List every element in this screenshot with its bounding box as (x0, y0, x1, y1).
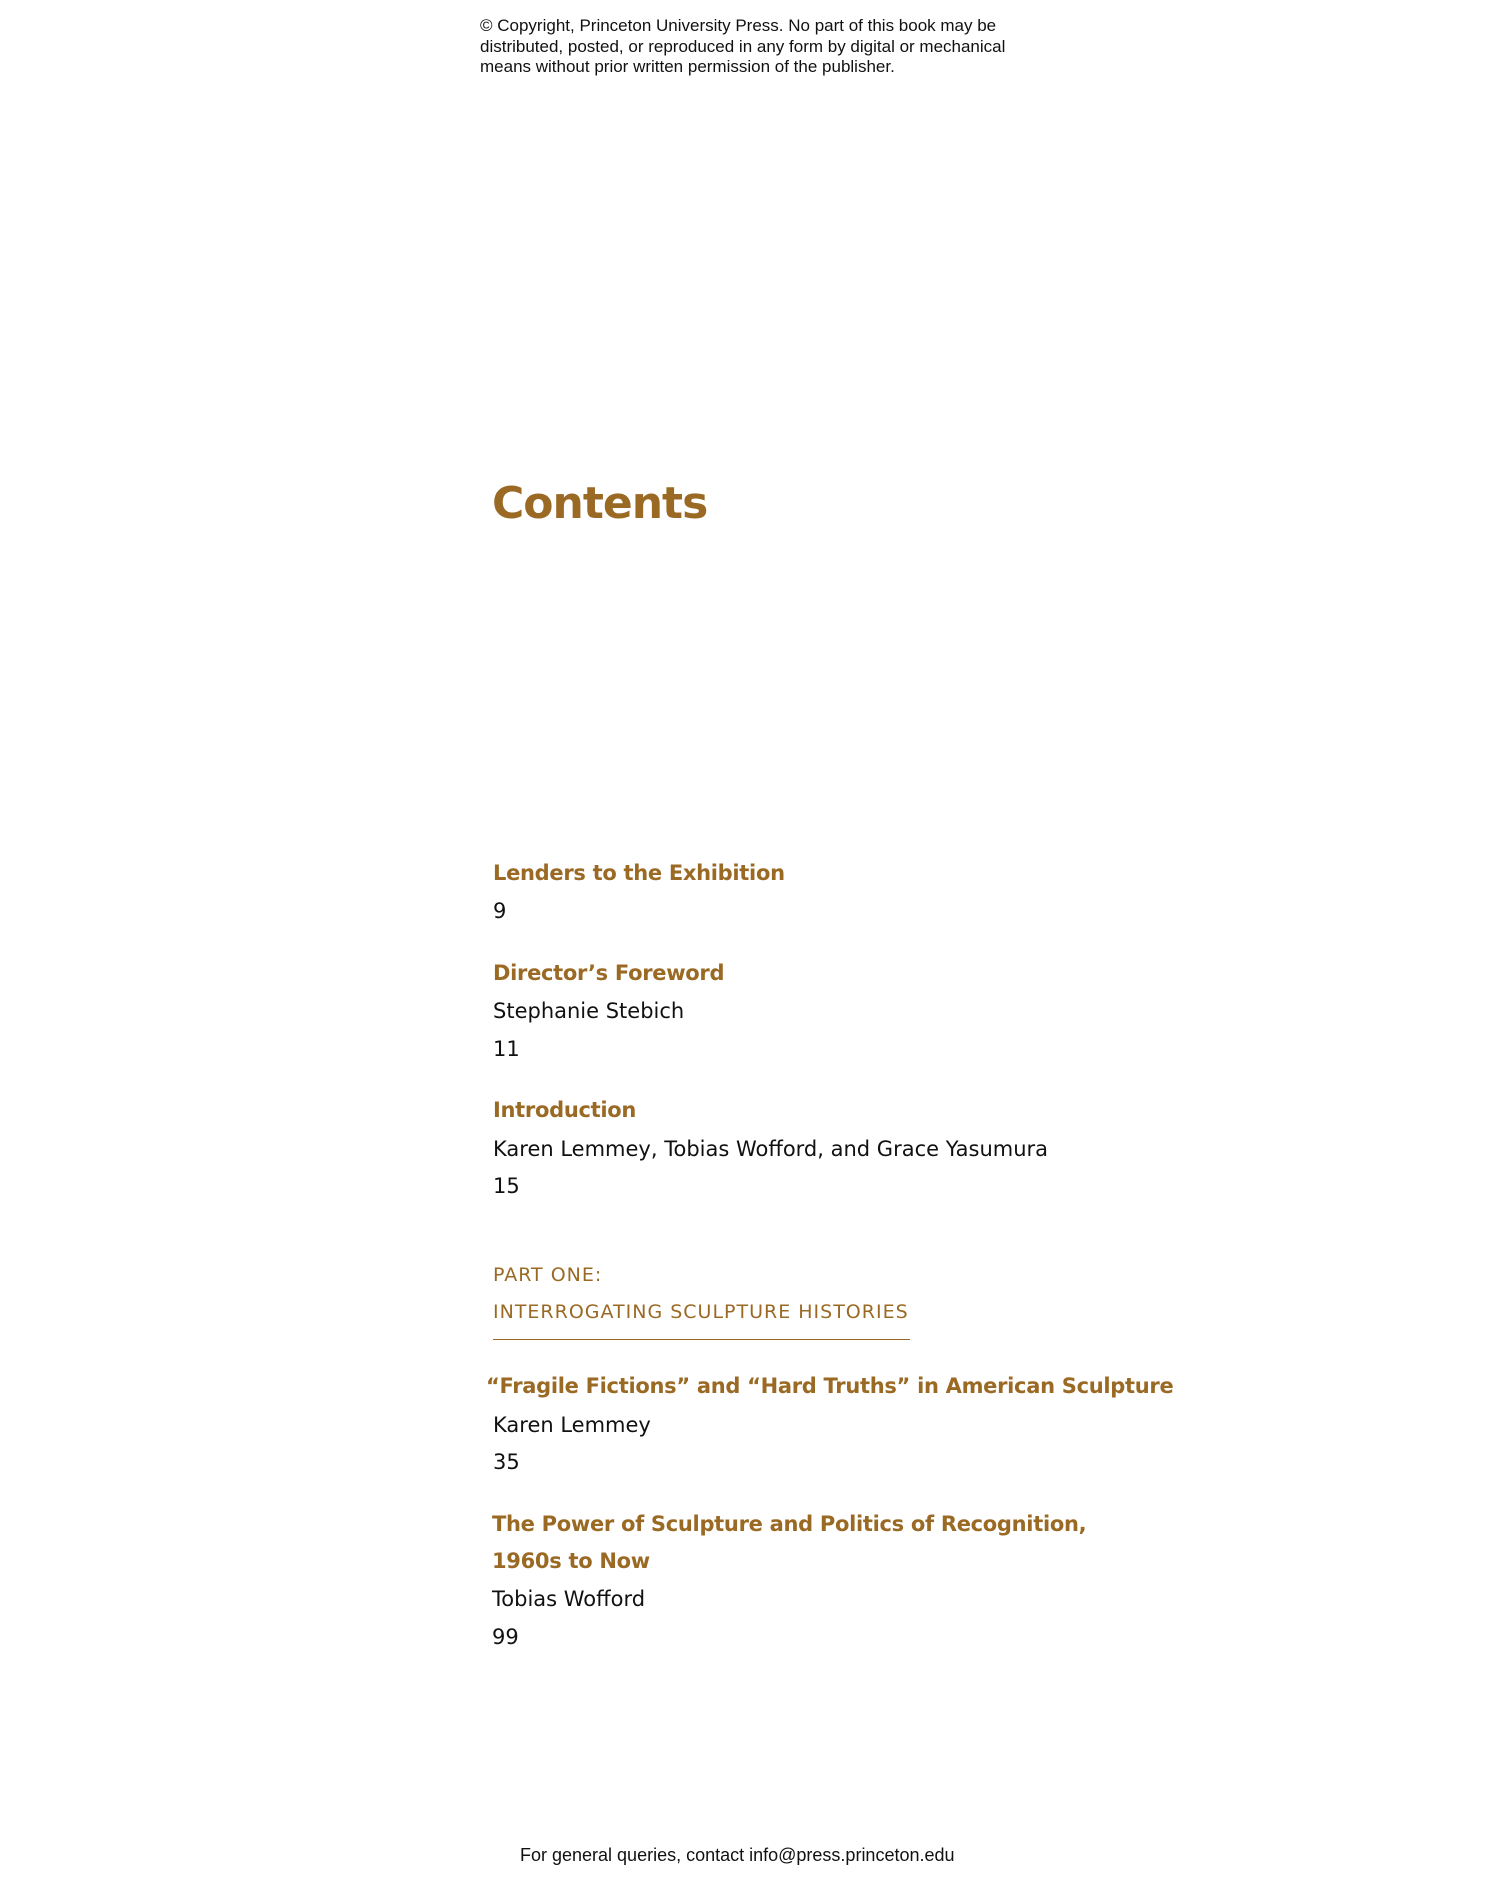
footer-contact: For general queries, contact info@press.princeton.edu (520, 1845, 955, 1865)
entry-title: Lenders to the Exhibition (493, 861, 785, 885)
entry-title: The Power of Sculpture and Politics of Recognition, (492, 1512, 1087, 1536)
part-divider (493, 1339, 910, 1340)
entry-page: 99 (492, 1625, 519, 1649)
copyright-line: means without prior written permission of the publisher. (480, 57, 895, 76)
entry-author: Karen Lemmey (493, 1413, 651, 1437)
entry-page: 35 (493, 1450, 520, 1474)
copyright-line: © Copyright, Princeton University Press. No part of this book may be (480, 16, 997, 35)
entry-author: Stephanie Stebich (493, 999, 685, 1023)
entry-author: Karen Lemmey, Tobias Wofford, and Grace Yasumura (493, 1137, 1049, 1161)
copyright-line: distributed, posted, or reproduced in any form by digital or mechanical (480, 36, 1006, 56)
entry-title-continued: 1960s to Now (492, 1549, 650, 1573)
copyright-notice (480, 16, 1005, 78)
entry-page: 11 (493, 1037, 520, 1061)
page-title: Contents (492, 478, 708, 529)
entry-title: Introduction (493, 1098, 637, 1122)
entry-title: Director’s Foreword (493, 961, 725, 985)
part-title: INTERROGATING SCULPTURE HISTORIES (493, 1301, 909, 1323)
entry-page: 9 (493, 899, 507, 923)
entry-author: Tobias Wofford (492, 1587, 646, 1611)
part-label: PART ONE: (493, 1264, 603, 1286)
entry-title: “Fragile Fictions” and “Hard Truths” in American Sculpture (486, 1374, 1174, 1398)
entry-page: 15 (493, 1174, 520, 1198)
